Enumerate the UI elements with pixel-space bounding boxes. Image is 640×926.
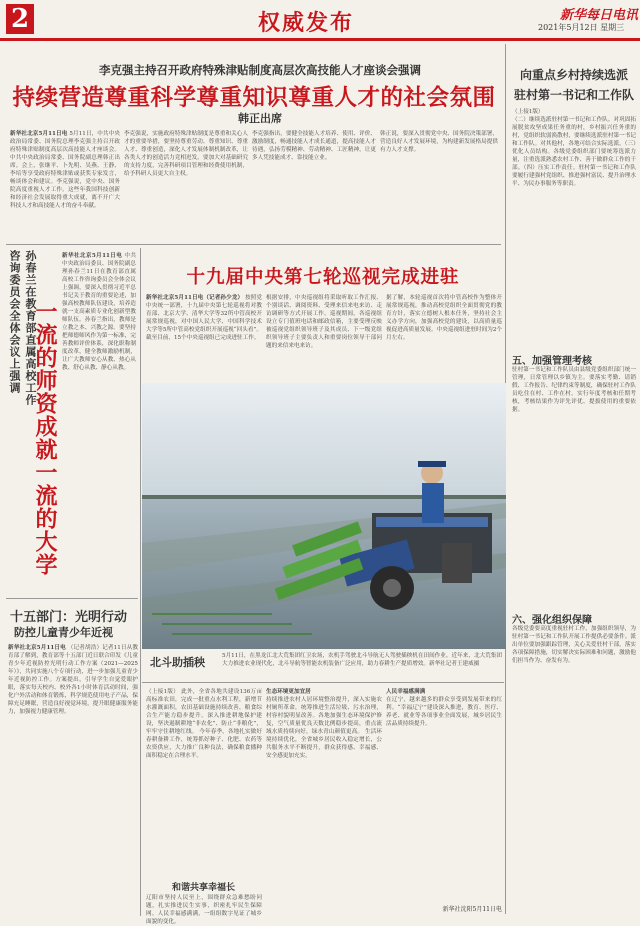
bottom-sub-3: 人民幸福感满满: [386, 689, 426, 695]
side-tag: （上接1版）: [512, 109, 544, 115]
lead-byline: 韩正出席: [238, 112, 282, 125]
bottom-body-col3: [386, 688, 502, 900]
bottom-body-6: 在辽宁，越来越多的群众享受到发展带来的红利。“幸福辽宁”建设深入推进，教育、医疗、养老、就业等各项事业全面发展，城乡居民生活品质持续提升。: [386, 697, 502, 727]
lead-body-col2: 李克强说，实施政府特殊津贴制度是尊重和关心人才的重要举措，要坚持尊重劳动、尊重知识、尊重人才、尊重创造，深化人才发展体制机制改革，让各类人才的创造活力竞相迸发。要加大对基础研究的支持力度，完善科研项目管理和经费使用机制，给予科研人员更大自主权。: [124, 131, 248, 177]
bottom-body-col2: [266, 688, 382, 916]
fifteen-body-text: （记者胡浩）记者11日从教育部了解到，教育部等十五部门近日联合印发《儿童青少年近视防控光明行动工作方案（2021—2025年）》，共同实施八个专项行动，进一步加强儿童青少年近视防控工作。方案提出，引导学生自觉爱眼护眼，落实每天校内、校外各1小时体育活动时间，强化户外活动和体育锻炼，科学规范使用电子产品，保障充足睡眠，营造良好视觉环境，提升眼健康服务能力，加强视力健康管理。: [8, 645, 138, 715]
side-section-6: 六、强化组织保障: [512, 615, 592, 626]
column-rule-left: [140, 248, 141, 916]
bottom-body-col1: [146, 688, 262, 878]
section-title: 权威发布: [258, 10, 355, 36]
lead-kicker: 李克强主持召开政府特殊津贴制度高层次高技能人才座谈会强调: [99, 63, 421, 77]
side-headline: 向重点乡村持续选派: [519, 68, 628, 82]
bottom-body-3: 持续推进农村人居环境整治提升，深入实施农村厕所革命，统筹推进生活垃圾、污水治理，村容村貌明显改善。各地加强生态环境保护修复，空气质量优良天数比例稳步提高，重点流域水质持续向好，绿水青山颜值更高。: [266, 697, 382, 735]
bottom-sub-2: 和谐共享幸福长: [172, 883, 236, 893]
lead-body-1: 5月11日，中共中央政治局常委、国务院总理李克强主持召开政府特殊津贴制度高层次高技能人才座谈会。中共中央政治局常委、国务院副总理韩正出席。会上，张继平、卜先明、吴燕、王静、李培等享受政府特殊津贴或获奖专家发言，畅谈体会和建议。李克强说，党中央、国务院高度重视人才工作。这些年我国科技创新和经济社会发展取得重大成就，离不开广大科技人才和高技能人才的奋斗奉献。: [10, 131, 120, 209]
side-section-5: 五、加强管理考核: [512, 356, 592, 367]
bottom-tag: （上接1版）: [146, 689, 180, 695]
lead-headline: 持续营造尊重科学尊重知识尊重人才的社会氛围: [12, 85, 496, 111]
news-photo: [142, 383, 506, 649]
lead-dateline: 新华社北京5月11日电: [10, 131, 68, 137]
fifteen-dateline: 新华社北京5月11日电: [8, 645, 66, 651]
vertical-dateline: 新华社北京5月11日电: [62, 253, 123, 259]
side-body: [512, 108, 636, 363]
vertical-body: [62, 252, 136, 598]
side-body-6: 各级党委要高度重视驻村工作，加强组织领导，为驻村第一书记和工作队开展工作提供必要条件。派出单位要加强跟踪管理，关心关爱驻村干部，落实各项保障措施，切实解决实际困难和问题，激励他们担当作为、奋发有为。: [512, 626, 636, 664]
newspaper-logo: 新华每日电讯: [560, 8, 639, 23]
bottom-sub-1: 生态环境更加宜居: [266, 689, 311, 695]
central-body-col1: [146, 294, 262, 382]
central-dateline: 新华社北京5月11日电（记者孙少龙）: [146, 295, 244, 301]
vertical-kicker: 孙春兰在教育部直属高校工作咨询委员会全体会议上强调: [8, 250, 37, 406]
side-subhead: 驻村第一书记和工作队: [513, 88, 634, 102]
section-rule-2: [6, 598, 138, 599]
bottom-body-2: 今年春季，各地扎实做好春耕备耕工作，统筹抓好种子、化肥、农药等农资供应，大力推广良种良法，确保粮食播种面积稳定在合理水平。: [146, 729, 262, 759]
page-number: 2: [6, 4, 34, 34]
bottom-signature: 新华社沈阳5月11日电: [442, 906, 502, 913]
fifteen-body: [8, 644, 138, 916]
bottom-body-1: 此外，全省各地共建设136万亩高标准农田，完成一批重点水利工程，新增节水灌溉面积，农田基础设施持续改善，粮食综合生产能力稳步提升。深入推进耕地保护建设，坚决遏制耕地“非农化”、防止“非粮化”，牢牢守住耕地红线。: [146, 689, 263, 735]
side-body-5: 驻村第一书记和工作队员由县级党委组织部门统一管理，日常管理以乡镇为主。要落实考勤、请销假、工作报告、纪律约束等制度，确保驻村工作队员吃住在村、工作在村。实行年度考核和任期考核，考核结果作为评先评优、提拔使用的重要依据。: [512, 367, 636, 413]
vertical-headline: 一流的师资成就一流的大学: [32, 300, 58, 576]
lead-body-col4: 韩正说，要深入贯彻党中央、国务院决策部署，营造良好人才发展环境，为构建新发展格局提供有力人才支撑。: [380, 131, 498, 153]
vertical-body-text: 中共中央政治局委员、国务院副总理孙春兰11日在教育部直属高校工作咨询委员会全体会议上强调，要深入贯彻习近平总书记关于教育的重要论述，加强高校教师队伍建设，培养造就一支高素质专业化创新型教师队伍。孙春兰指出，教师是立教之本、兴教之源。要坚持把师德师风作为第一标准，完善教师评价体系，深化职称制度改革，健全教师激励机制，让广大教师安心从教、热心从教、舒心从教、静心从教。: [62, 253, 136, 371]
bottom-body-4: 生活环境持续优化，全省城乡居民收入稳定增长，公共服务水平不断提升，群众获得感、幸福感、安全感更加充实。: [266, 729, 382, 759]
lead-body-col1: [10, 130, 120, 240]
fifteen-subhead: 防控儿童青少年近视: [14, 626, 113, 639]
central-body-col2: 根据安排，中央巡视组将采取听取工作汇报、个别谈话、调阅资料、受理来信来电来访、走访调研等方式开展工作。巡视期间，各巡视组设立专门值班电话和邮政信箱，主要受理反映被巡视党组织领导班子及其成员、下一级党组织领导班子主要负责人和重要岗位领导干部问题的来信来电来访。: [266, 295, 382, 349]
side-body-text: （二）继续选派驻村第一书记和工作队。对巩固拓展脱贫攻坚成果任务重的村，乡村振兴任务重的村，党组织软弱涣散村，要继续选派驻村第一书记和工作队。对其他村，各地可结合实际选派。（三）优化人员结构。各级党委组织部门要统筹选派力量，注重选派熟悉农村工作、善于做群众工作的干部。（四）压实工作责任。驻村第一书记和工作队要履行建强村党组织、推进强村富民、提升治理水平、为民办事服务等职责。: [512, 117, 636, 187]
photo-caption: 5月11日，在黑龙江北大荒集团红卫农场，农机手驾驶北斗导航无人驾驶插秧机在田间作业。近年来，北大荒集团大力推进农业现代化，北斗导航等智能农机装备广泛应用，助力春耕生产提质增效。新华社记者王建威摄: [222, 653, 502, 667]
section-rule-1: [6, 244, 501, 245]
header-rule: [0, 38, 640, 41]
fifteen-headline: 十五部门：光明行动: [10, 610, 128, 625]
issue-date: 2021年5月12日 星期三: [538, 23, 625, 32]
photo-caption-title: 北斗助插秧: [150, 656, 205, 669]
bottom-body-5: 辽阳市坚持人民至上，围绕群众急难愁盼问题，扎实推进民生实事，织密扎牢民生保障网。人民幸福感满满，一组组数字见证了城乡面貌的变化。: [146, 895, 262, 925]
photo-illustration: [142, 383, 506, 649]
section-rule-3: [142, 682, 504, 683]
central-headline: 十九届中央第七轮巡视完成进驻: [186, 267, 460, 288]
central-body-col3: 据了解，本轮巡视首次将中管高校作为整体开展常规巡视，推动高校党组织全面贯彻党的教育方针，落实立德树人根本任务，坚持社会主义办学方向，加强高校党的建设，以高质量巡视促进高质量发展。中央巡视组进驻时间为2个月左右。: [386, 295, 502, 341]
central-body-1: 按照党中央统一部署，十九届中央第七轮巡视将对教育部、北京大学、清华大学等32所中管高校开展常规巡视，对中国人民大学、中国科学技术大学等5所中管高校党组织开展巡视“回头看”。截至目前，15个中央巡视组已完成进驻工作。: [146, 295, 262, 341]
lead-body-col3: 李克强指出，要健全技能人才培养、使用、评价、激励制度，畅通技能人才成长通道，提高技能人才待遇，弘扬劳模精神、劳动精神、工匠精神，让更多人凭技能成才、靠技能立业。: [252, 131, 376, 161]
